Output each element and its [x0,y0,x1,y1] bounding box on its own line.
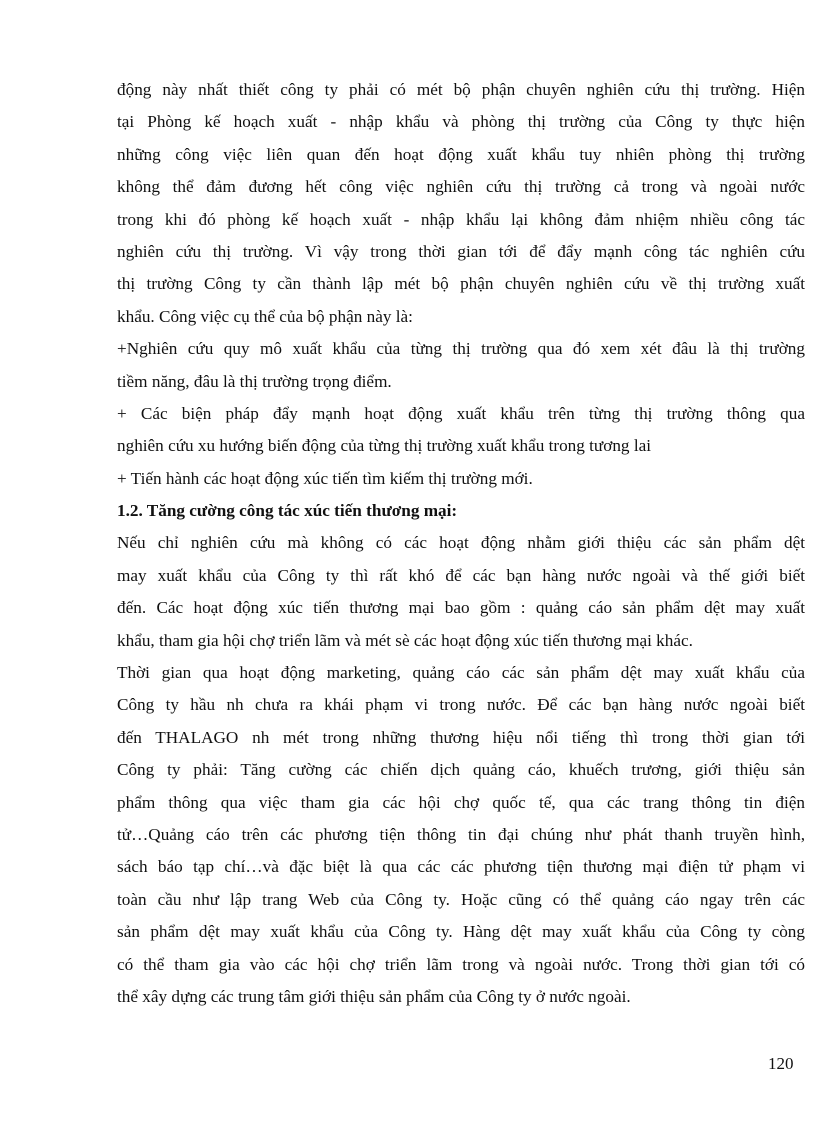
list-item-line: + Tiến hành các hoạt động xúc tiến tìm kiếm thị trường mới. [117,468,533,488]
body-line: sản phẩm dệt may xuất khẩu của Công ty. Hàng dệt may xuất khẩu của Công ty còng [117,922,805,942]
list-item-line: nghiên cứu xu hướng biến động của từng thị trường xuất khẩu trong tương lai [117,436,652,456]
body-line: không thể đảm đương hết công việc nghiên cứu thị trường cả trong và ngoài nước [117,177,805,197]
list-item-line: +Nghiên cứu quy mô xuất khẩu của từng thị trường qua đó xem xét đâu là thị trường [117,339,805,359]
body-line: thị trường Công ty cần thành lập mét bộ phận chuyên nghiên cứu về thị trường xuất [117,274,805,294]
body-line: Thời gian qua hoạt động marketing, quảng cáo các sản phẩm dệt may xuất khẩu của [117,663,805,683]
body-line: Công ty hầu nh chưa ra khái phạm vi trong nước. Để các bạn hàng nước ngoài biết [117,695,805,715]
document-page [117,74,805,1013]
list-item-line: + Các biện pháp đẩy mạnh hoạt động xuất khẩu trên từng thị trường thông qua [117,403,805,423]
body-line: trong khi đó phòng kế hoạch xuất - nhập khẩu lại không đảm nhiệm nhiều công tác [117,209,805,229]
body-line: Công ty phải: Tăng cường các chiến dịch quảng cáo, khuếch trương, giới thiệu sản [117,760,805,780]
body-line: khẩu, tham gia hội chợ triển lãm và mét sè các hoạt động xúc tiến thương mại khác. [117,630,693,650]
body-line: tại Phòng kế hoạch xuất - nhập khẩu và phòng thị trường của Công ty thực hiện [117,112,805,132]
body-line: phẩm thông qua việc tham gia các hội chợ quốc tế, qua các trang thông tin điện [117,792,805,812]
body-line: toàn cầu như lập trang Web của Công ty. Hoặc cũng có thể quảng cáo ngay trên các [117,889,805,909]
body-line: đến THALAGO nh mét trong những thương hiệu nổi tiếng thì trong thời gian tới [117,727,805,747]
body-line: thể xây dựng các trung tâm giới thiệu sản phẩm của Công ty ở nước ngoài. [117,986,631,1006]
body-line: sách báo tạp chí…và đặc biệt là qua các các phương tiện thương mại điện tử phạm vi [117,857,805,877]
page-number: 120 [768,1054,794,1073]
body-line: đến. Các hoạt động xúc tiến thương mại bao gồm : quảng cáo sản phẩm dệt may xuất [117,598,805,618]
body-line: có thể tham gia vào các hội chợ triển lãm trong và ngoài nước. Trong thời gian tới có [117,954,805,974]
body-line: may xuất khẩu của Công ty thì rất khó để các bạn hàng nước ngoài và thế giới biết [117,565,805,585]
body-line: tử…Quảng cáo trên các phương tiện thông tin đại chúng như phát thanh truyền hình, [117,824,805,844]
list-item-line: tiềm năng, đâu là thị trường trọng điểm. [117,371,392,391]
body-line: nghiên cứu thị trường. Vì vậy trong thời gian tới để đẩy mạnh công tác nghiên cứu [117,241,805,261]
section-heading: 1.2. Tăng cường công tác xúc tiến thương mại: [117,501,458,521]
body-line: Nếu chỉ nghiên cứu mà không có các hoạt động nhằm giới thiệu các sản phẩm dệt [117,533,805,553]
body-line: động này nhất thiết công ty phải có mét bộ phận chuyên nghiên cứu thị trường. Hiện [117,80,805,99]
body-line: những công việc liên quan đến hoạt động xuất khẩu tuy nhiên phòng thị trường [117,144,805,164]
body-line: khẩu. Công việc cụ thể của bộ phận này là: [117,306,413,326]
